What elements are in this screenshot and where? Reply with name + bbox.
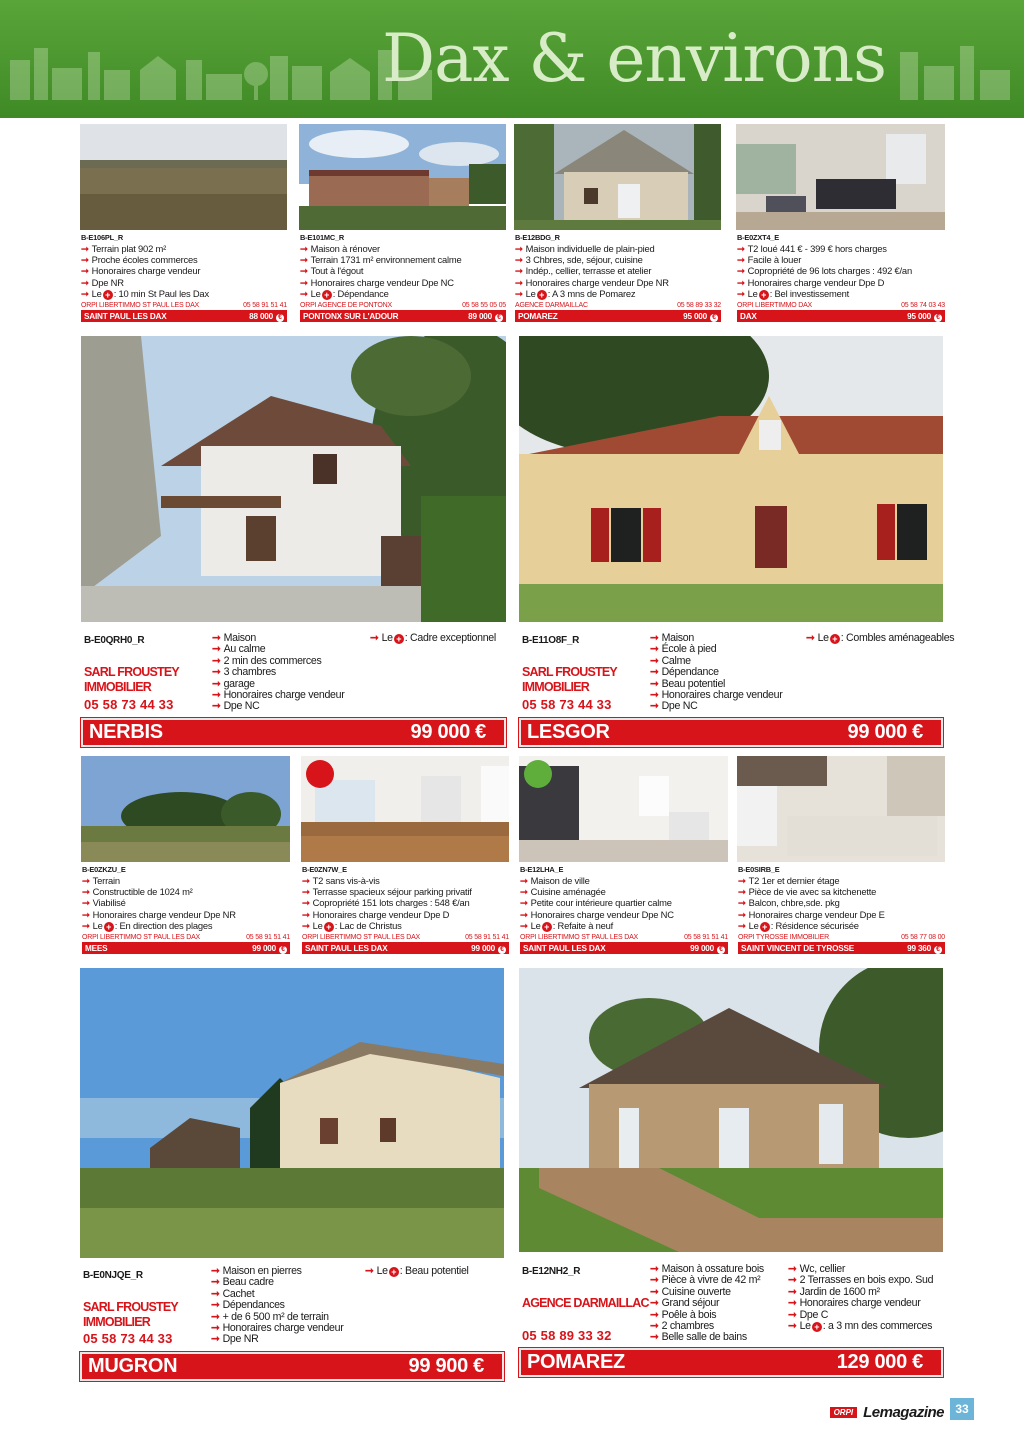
agency-name: SARL FROUSTEY IMMOBILIER [83, 1300, 178, 1329]
city-name: MUGRON [88, 1355, 178, 1377]
arrow-icon: ➞ [650, 654, 659, 667]
plus-icon: + [389, 1267, 399, 1277]
city-name: POMAREZ [527, 1351, 625, 1373]
arrow-icon: ➞ [515, 265, 523, 277]
feature-item: ➞ Terrasse spacieux séjour parking privatif [302, 886, 472, 898]
listing-reference: B-E0ZXT4_E [737, 233, 779, 242]
feature-item: ➞ Indép., cellier, terrasse et atelier [515, 265, 652, 277]
highlight-item: ➞ Le + : Combles aménageables [806, 632, 955, 644]
city-name: DAX [740, 311, 757, 321]
page-number: 33 [950, 1398, 974, 1420]
listing-photo[interactable] [81, 336, 506, 622]
arrow-icon: ➞ [788, 1263, 797, 1275]
listing-card [520, 865, 728, 954]
listing-photo[interactable] [299, 124, 506, 230]
feature-item: ➞ 2 min des commerces [212, 654, 322, 667]
arrow-icon: ➞ [650, 700, 659, 713]
feature-item: ➞ Petite cour intérieure quartier calme [520, 897, 672, 909]
arrow-icon: ➞ [650, 632, 659, 644]
feature-item: ➞ Honoraires charge vendeur [212, 689, 345, 702]
plus-icon: + [103, 290, 113, 300]
feature-item: ➞ Maison individuelle de plain-pied [515, 243, 655, 254]
arrow-icon: ➞ [300, 243, 308, 254]
arrow-icon: ➞ [302, 919, 310, 931]
listing-card [737, 233, 945, 322]
agency-phone[interactable]: 05 58 91 51 41 [246, 933, 290, 941]
city-price-bar [519, 1348, 943, 1377]
arrow-icon: ➞ [650, 1331, 659, 1344]
euro-icon: € [495, 314, 503, 322]
listing-photo[interactable] [737, 756, 945, 862]
euro-icon: € [717, 946, 725, 954]
arrow-icon: ➞ [302, 897, 310, 909]
price: 99 000 € [410, 721, 486, 743]
feature-item: ➞ Maison en pierres [211, 1265, 302, 1277]
city-name: SAINT VINCENT DE TYROSSE [741, 943, 855, 953]
agency-line: ORPI LIBERTIMMO ST PAUL LES DAX 05 58 91 51 41 [81, 301, 287, 309]
feature-item: ➞ Cuisine aménagée [520, 886, 606, 898]
highlight-item: ➞ Le + : En direction des plages [82, 919, 213, 932]
listing-card [302, 865, 509, 954]
arrow-icon: ➞ [737, 243, 745, 254]
arrow-icon: ➞ [212, 689, 221, 702]
city-price-bar [737, 311, 945, 322]
feature-list [211, 1266, 343, 1346]
listing-photo[interactable] [514, 124, 721, 230]
arrow-icon: ➞ [788, 1274, 797, 1287]
feature-item: ➞ Balcon, chbre,sde. pkg [738, 897, 840, 909]
feature-item: ➞ Au calme [212, 643, 266, 656]
listing-reference: B-E101MC_R [300, 233, 345, 242]
feature-item: ➞ Honoraires charge vendeur Dpe D [302, 908, 450, 920]
feature-list [212, 633, 344, 713]
listing-reference: B-E0SIRB_E [738, 865, 780, 874]
feature-item: ➞ garage [212, 677, 255, 690]
agency-line: ORPI TYROSSE IMMOBILIER 05 58 77 08 00 [738, 933, 945, 941]
arrow-icon: ➞ [515, 276, 523, 288]
feature-item: ➞ Belle salle de bains [650, 1331, 747, 1344]
agency-name: SARL FROUSTEY IMMOBILIER [522, 665, 617, 694]
arrow-icon: ➞ [520, 908, 528, 920]
city-name: SAINT PAUL LES DAX [305, 943, 388, 953]
listing-card-large [84, 633, 506, 717]
arrow-icon: ➞ [788, 1285, 797, 1298]
city-name: NERBIS [89, 721, 163, 743]
arrow-icon: ➞ [211, 1333, 220, 1346]
price: 99 900 € [408, 1355, 484, 1377]
listing-reference: B-E12BDG_R [515, 233, 560, 242]
arrow-icon: ➞ [300, 265, 308, 277]
arrow-icon: ➞ [302, 875, 310, 886]
price: 99 000 [690, 943, 714, 953]
feature-item: ➞ Jardin de 1600 m² [788, 1285, 880, 1298]
euro-icon: € [276, 314, 284, 322]
city-name: POMAREZ [518, 311, 558, 321]
city-name: MEES [85, 943, 108, 953]
highlight-item: ➞ Le + : Résidence sécurisée [738, 919, 859, 932]
arrow-icon: ➞ [520, 875, 528, 886]
feature-item: ➞ Terrain plat 902 m² [81, 243, 167, 254]
agency-line: ORPI LIBERTIMMO DAX 05 58 74 03 43 [737, 301, 945, 309]
feature-item: ➞ Honoraires charge vendeur Dpe NC [520, 908, 674, 920]
feature-item: ➞ Maison à ossature bois [650, 1263, 764, 1275]
arrow-icon: ➞ [650, 643, 659, 656]
feature-item: ➞ Calme [650, 654, 691, 667]
magazine-name: Lemagazine [863, 1404, 944, 1421]
feature-item: ➞ Proche écoles commerces [81, 254, 198, 266]
arrow-icon: ➞ [81, 287, 89, 299]
city-name: LESGOR [527, 721, 610, 743]
page-header [0, 0, 1024, 118]
feature-item: ➞ Dpe NR [211, 1333, 259, 1346]
arrow-icon: ➞ [738, 886, 746, 898]
city-name: PONTONX SUR L'ADOUR [303, 311, 399, 321]
listing-card-large [83, 1266, 504, 1350]
feature-item: ➞ Honoraires charge vendeur Dpe NR [82, 908, 236, 920]
arrow-icon: ➞ [650, 689, 659, 702]
listing-photo[interactable] [519, 968, 943, 1252]
plus-icon: + [812, 1322, 822, 1332]
feature-item: ➞ Dpe NC [212, 700, 260, 713]
feature-item: ➞ Wc, cellier [788, 1263, 846, 1275]
listing-card-large [522, 632, 955, 717]
feature-item: ➞ + de 6 500 m² de terrain [211, 1310, 329, 1323]
feature-item: ➞ Cuisine ouverte [650, 1285, 731, 1298]
arrow-icon: ➞ [738, 908, 746, 920]
arrow-icon: ➞ [515, 287, 523, 299]
feature-item: ➞ Copropriété 151 lots charges : 548 €/an [302, 897, 470, 909]
city-price-bar [738, 943, 945, 954]
arrow-icon: ➞ [82, 908, 90, 920]
listing-reference: B-E106PL_R [81, 233, 123, 242]
city-price-bar [519, 718, 943, 747]
arrow-icon: ➞ [520, 886, 528, 898]
plus-icon: + [759, 290, 769, 300]
feature-item: ➞ T2 1er et dernier étage [738, 875, 840, 886]
feature-item: ➞ Honoraires charge vendeur [211, 1322, 344, 1335]
price: 95 000 [907, 311, 931, 321]
arrow-icon: ➞ [211, 1276, 220, 1289]
highlight-item: ➞ Le + : Lac de Christus [302, 919, 402, 932]
plus-icon: + [760, 922, 770, 932]
feature-item: ➞ Honoraires charge vendeur Dpe D [737, 276, 885, 288]
agency-phone[interactable]: 05 58 91 51 41 [465, 933, 509, 941]
arrow-icon: ➞ [211, 1287, 220, 1300]
feature-item: ➞ Honoraires charge vendeur [788, 1297, 921, 1310]
listing-reference: B-E12LHA_E [520, 865, 564, 874]
highlight-item: ➞ Le + : Cadre exceptionnel [370, 632, 496, 644]
plus-icon: + [830, 634, 840, 644]
orpi-logo: ORPI [830, 1407, 858, 1418]
listing-photo[interactable] [736, 124, 945, 230]
plus-icon: + [104, 922, 114, 932]
euro-icon: € [498, 946, 506, 954]
euro-icon: € [934, 946, 942, 954]
agency-phone[interactable]: 05 58 55 05 05 [462, 301, 506, 309]
arrow-icon: ➞ [738, 875, 746, 886]
listing-card [515, 233, 721, 322]
arrow-icon: ➞ [650, 666, 659, 679]
listing-reference: B-E0ZKZU_E [82, 865, 126, 874]
agency-phone[interactable]: 05 58 77 08 00 [901, 933, 945, 941]
feature-item: ➞ École à pied [650, 643, 717, 656]
arrow-icon: ➞ [370, 632, 379, 644]
feature-item: ➞ Honoraires charge vendeur [81, 265, 201, 277]
feature-item: ➞ Poêle à bois [650, 1308, 717, 1321]
agency-line: ORPI LIBERTIMMO ST PAUL LES DAX 05 58 91 51 41 [302, 933, 509, 941]
feature-item: ➞ Dépendances [211, 1299, 285, 1312]
arrow-icon: ➞ [650, 1285, 659, 1298]
listing-reference: B-E12NH2_R [522, 1266, 581, 1277]
arrow-icon: ➞ [82, 919, 90, 931]
listing-photo[interactable] [519, 336, 943, 622]
city-price-bar [82, 943, 290, 954]
feature-list [650, 1264, 764, 1344]
feature-item: ➞ Dépendance [650, 666, 719, 679]
feature-item: ➞ Terrain [82, 875, 120, 886]
arrow-icon: ➞ [212, 632, 221, 644]
listing-card-large [522, 1264, 943, 1346]
arrow-icon: ➞ [650, 1308, 659, 1321]
city-name: SAINT PAUL LES DAX [84, 311, 167, 321]
price: 99 000 [471, 943, 495, 953]
agency-name: SARL FROUSTEY IMMOBILIER [84, 665, 179, 694]
feature-item: ➞ 2 chambres [650, 1320, 714, 1333]
feature-item: ➞ Honoraires charge vendeur Dpe E [738, 908, 885, 920]
listing-card [82, 865, 290, 954]
feature-item: ➞ Grand séjour [650, 1297, 720, 1310]
city-price-bar [81, 311, 287, 322]
feature-item: ➞ 3 chambres [212, 666, 276, 679]
feature-item: ➞ Maison [212, 632, 256, 644]
price: 95 000 [683, 311, 707, 321]
feature-item: ➞ Honoraires charge vendeur Dpe NR [515, 276, 669, 288]
page-title: Dax & environs [382, 20, 886, 97]
arrow-icon: ➞ [81, 276, 89, 288]
arrow-icon: ➞ [82, 875, 90, 886]
arrow-icon: ➞ [738, 919, 746, 931]
feature-list-secondary [788, 1264, 933, 1332]
arrow-icon: ➞ [300, 287, 308, 299]
highlight-item: ➞ Le + : Refaite à neuf [520, 919, 614, 932]
arrow-icon: ➞ [520, 897, 528, 909]
highlight-item: ➞ Le + : Beau potentiel [365, 1265, 469, 1277]
feature-item: ➞ 3 Chbres, sde, séjour, cuisine [515, 254, 643, 266]
city-price-bar [300, 311, 506, 322]
feature-item: ➞ Maison de ville [520, 875, 590, 886]
euro-icon: € [710, 314, 718, 322]
agency-phone[interactable]: 05 58 73 44 33 [84, 697, 174, 712]
feature-item: ➞ Viabilisé [82, 897, 126, 909]
highlight-item: ➞ Le + : A 3 mns de Pomarez [515, 287, 636, 300]
city-price-bar [515, 311, 721, 322]
agency-phone[interactable]: 05 58 74 03 43 [901, 301, 945, 309]
price: 99 000 € [847, 721, 923, 743]
price: 129 000 € [836, 1351, 923, 1373]
arrow-icon: ➞ [302, 908, 310, 920]
listing-reference: B-E0NJQE_R [83, 1270, 143, 1281]
arrow-icon: ➞ [82, 886, 90, 898]
euro-icon: € [934, 314, 942, 322]
arrow-icon: ➞ [737, 276, 745, 288]
arrow-icon: ➞ [302, 886, 310, 898]
feature-item: ➞ Dpe NC [650, 700, 698, 713]
feature-item: ➞ Pièce de vie avec sa kitchenette [738, 886, 877, 898]
city-price-bar [302, 943, 509, 954]
agency-line: ORPI LIBERTIMMO ST PAUL LES DAX 05 58 91 51 41 [520, 933, 728, 941]
price: 99 360 [907, 943, 931, 953]
plus-icon: + [537, 290, 547, 300]
feature-item: ➞ Constructible de 1024 m² [82, 886, 193, 898]
agency-phone[interactable]: 05 58 73 44 33 [83, 1331, 173, 1346]
highlight-item: ➞ Le + : Bel investissement [737, 287, 850, 300]
arrow-icon: ➞ [300, 276, 308, 288]
arrow-icon: ➞ [788, 1320, 797, 1333]
arrow-icon: ➞ [365, 1265, 374, 1277]
price: 89 000 [468, 311, 492, 321]
arrow-icon: ➞ [650, 1274, 659, 1287]
price: 88 000 [249, 311, 273, 321]
arrow-icon: ➞ [788, 1308, 797, 1321]
arrow-icon: ➞ [81, 243, 89, 254]
plus-icon: + [324, 922, 334, 932]
arrow-icon: ➞ [211, 1322, 220, 1335]
feature-item: ➞ Facile à louer [737, 254, 802, 266]
arrow-icon: ➞ [737, 287, 745, 299]
arrow-icon: ➞ [211, 1310, 220, 1323]
euro-icon: € [279, 946, 287, 954]
arrow-icon: ➞ [737, 265, 745, 277]
home-badge-icon [306, 760, 334, 788]
listing-photo[interactable] [80, 968, 504, 1258]
feature-item: ➞ Cachet [211, 1287, 255, 1300]
price: 99 000 [252, 943, 276, 953]
arrow-icon: ➞ [738, 897, 746, 909]
agency-phone[interactable]: 05 58 89 33 32 [677, 301, 721, 309]
agency-phone[interactable]: 05 58 89 33 32 [522, 1328, 612, 1343]
feature-item: ➞ Copropriété de 96 lots charges : 492 €/an [737, 265, 912, 277]
feature-item: ➞ Tout à l'égout [300, 265, 364, 277]
feature-item: ➞ 2 Terrasses en bois expo. Sud [788, 1274, 934, 1287]
city-price-bar [520, 943, 728, 954]
feature-list [650, 633, 782, 713]
arrow-icon: ➞ [81, 265, 89, 277]
arrow-icon: ➞ [515, 243, 523, 254]
listing-card [738, 865, 945, 954]
arrow-icon: ➞ [650, 1263, 659, 1275]
listing-card [300, 233, 506, 322]
arrow-icon: ➞ [212, 643, 221, 656]
listing-reference: B-E0ZN7W_E [302, 865, 347, 874]
agency-line: AGENCE DARMAILLAC 05 58 89 33 32 [515, 301, 721, 309]
listing-photo[interactable] [81, 756, 290, 862]
city-name: SAINT PAUL LES DAX [523, 943, 606, 953]
arrow-icon: ➞ [212, 666, 221, 679]
feature-item: ➞ Dpe C [788, 1308, 829, 1321]
feature-item: ➞ Beau potentiel [650, 677, 726, 690]
arrow-icon: ➞ [737, 254, 745, 266]
plus-icon: + [542, 922, 552, 932]
arrow-icon: ➞ [515, 254, 523, 266]
listing-card [81, 233, 287, 322]
footer-brand [830, 1404, 944, 1421]
agency-name: AGENCE DARMAILLAC [522, 1296, 649, 1310]
city-price-bar [81, 718, 506, 747]
agency-phone[interactable]: 05 58 91 51 41 [243, 301, 287, 309]
arrow-icon: ➞ [212, 654, 221, 667]
feature-item: ➞ Maison à rénover [300, 243, 380, 254]
arrow-icon: ➞ [212, 700, 221, 713]
arrow-icon: ➞ [650, 1320, 659, 1333]
feature-item: ➞ Pièce à vivre de 42 m² [650, 1274, 761, 1287]
plus-icon: + [394, 634, 404, 644]
agency-phone[interactable]: 05 58 91 51 41 [684, 933, 728, 941]
agency-line: ORPI LIBERTIMMO ST PAUL LES DAX 05 58 91 51 41 [82, 933, 290, 941]
arrow-icon: ➞ [806, 632, 815, 644]
arrow-icon: ➞ [212, 677, 221, 690]
highlight-item: ➞ Le + : 10 min St Paul les Dax [81, 287, 209, 300]
feature-item: ➞ Honoraires charge vendeur [650, 689, 783, 702]
listing-reference: B-E11O8F_R [522, 635, 580, 646]
feature-item: ➞ Dpe NR [81, 276, 124, 288]
agency-phone[interactable]: 05 58 73 44 33 [522, 697, 612, 712]
listing-photo[interactable] [80, 124, 287, 230]
arrow-icon: ➞ [650, 1297, 659, 1310]
home-badge-icon [524, 760, 552, 788]
arrow-icon: ➞ [520, 919, 528, 931]
feature-item: ➞ Maison [650, 632, 694, 644]
city-price-bar [80, 1352, 504, 1381]
feature-item: ➞ Honoraires charge vendeur Dpe NC [300, 276, 454, 288]
highlight-item: ➞ Le + : a 3 mn des commerces [788, 1320, 933, 1333]
agency-line: ORPI AGENCE DE PONTONX 05 58 55 05 05 [300, 301, 506, 309]
arrow-icon: ➞ [650, 677, 659, 690]
arrow-icon: ➞ [300, 254, 308, 266]
arrow-icon: ➞ [211, 1299, 220, 1312]
plus-icon: + [322, 290, 332, 300]
listing-reference: B-E0QRH0_R [84, 635, 145, 646]
arrow-icon: ➞ [788, 1297, 797, 1310]
feature-item: ➞ Terrain 1731 m² environnement calme [300, 254, 462, 266]
highlight-item: ➞ Le + : Dépendance [300, 287, 389, 300]
arrow-icon: ➞ [81, 254, 89, 266]
feature-item: ➞ T2 loué 441 € - 399 € hors charges [737, 243, 887, 254]
feature-item: ➞ Beau cadre [211, 1276, 274, 1289]
arrow-icon: ➞ [82, 897, 90, 909]
feature-item: ➞ T2 sans vis-à-vis [302, 875, 380, 886]
arrow-icon: ➞ [211, 1265, 220, 1277]
